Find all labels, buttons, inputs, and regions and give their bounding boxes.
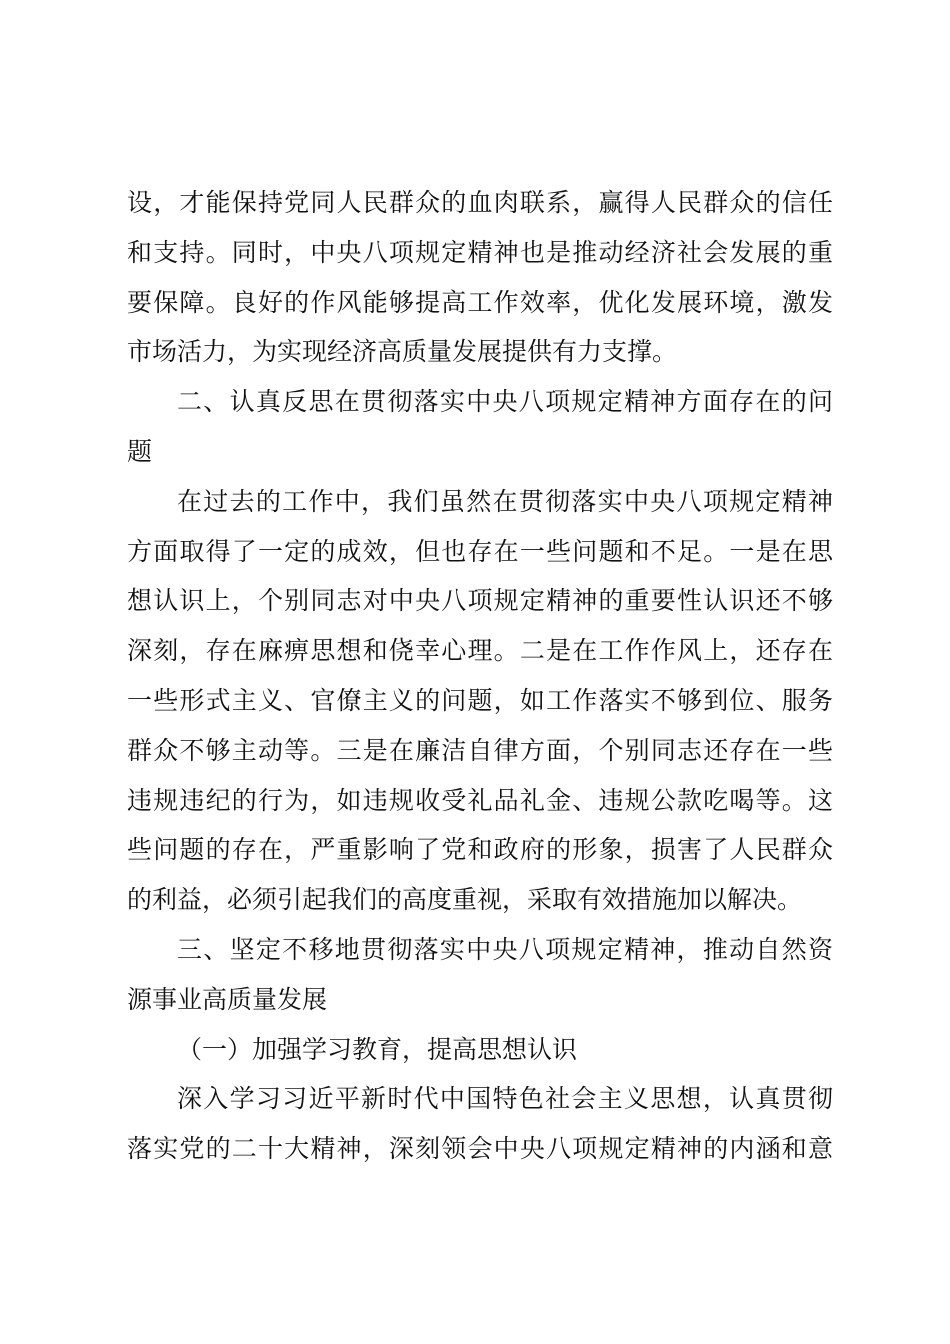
body-line: 想认识上，个别同志对中央八项规定精神的重要性认识还不够 bbox=[127, 586, 833, 616]
section-heading-line: 二、认真反思在贯彻落实中央八项规定精神方面存在的问 bbox=[177, 387, 833, 417]
body-line: 落实党的二十大精神，深刻领会中央八项规定精神的内涵和意 bbox=[127, 1134, 833, 1164]
body-line: 在过去的工作中，我们虽然在贯彻落实中央八项规定精神 bbox=[177, 486, 833, 516]
document-body bbox=[127, 178, 833, 1174]
body-line: 方面取得了一定的成效，但也存在一些问题和不足。一是在思 bbox=[127, 536, 833, 566]
body-line: 深刻，存在麻痹思想和侥幸心理。二是在工作作风上，还存在 bbox=[127, 636, 833, 666]
section-heading-line: 三、坚定不移地贯彻落实中央八项规定精神，推动自然资 bbox=[177, 934, 833, 964]
body-line: 和支持。同时，中央八项规定精神也是推动经济社会发展的重 bbox=[127, 237, 833, 267]
subsection-heading: （一）加强学习教育，提高思想认识 bbox=[177, 1034, 578, 1064]
body-line: 的利益，必须引起我们的高度重视，采取有效措施加以解决。 bbox=[127, 885, 803, 915]
section-heading-line: 源事业高质量发展 bbox=[127, 984, 328, 1014]
section-heading-line: 题 bbox=[127, 436, 153, 466]
body-line: 违规违纪的行为，如违规收受礼品礼金、违规公款吃喝等。这 bbox=[127, 785, 833, 815]
body-line: 市场活力，为实现经济高质量发展提供有力支撑。 bbox=[127, 337, 678, 367]
body-line: 深入学习习近平新时代中国特色社会主义思想，认真贯彻 bbox=[177, 1084, 833, 1114]
body-line: 设，才能保持党同人民群众的血肉联系，赢得人民群众的信任 bbox=[127, 188, 833, 217]
body-line: 一些形式主义、官僚主义的问题，如工作落实不够到位、服务 bbox=[127, 685, 833, 715]
body-line: 群众不够主动等。三是在廉洁自律方面，个别同志还存在一些 bbox=[127, 735, 833, 765]
body-line: 要保障。良好的作风能够提高工作效率，优化发展环境，激发 bbox=[127, 287, 833, 317]
body-line: 些问题的存在，严重影响了党和政府的形象，损害了人民群众 bbox=[127, 835, 833, 865]
